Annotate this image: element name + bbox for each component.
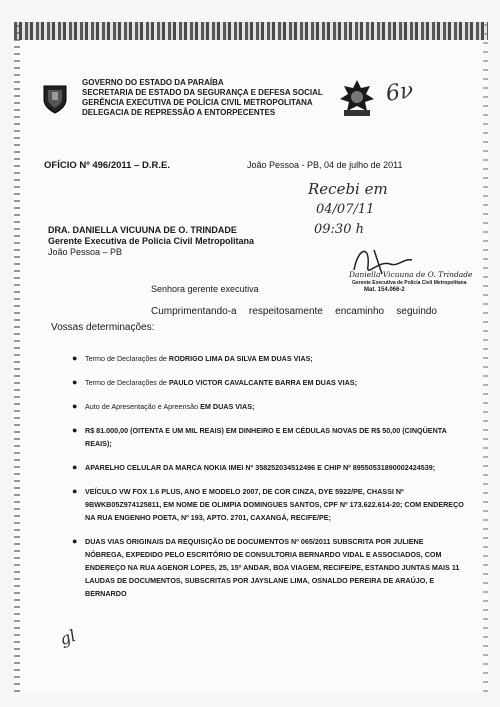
list-item (72, 535, 464, 600)
received-stamp-line: 04/07/11 (316, 202, 375, 217)
intro-paragraph (151, 306, 437, 317)
item-bold-text: EM DUAS VIAS; (200, 402, 255, 411)
intro-word: Cumprimentando-a (151, 306, 237, 317)
item-text: VEÍCULO VW FOX 1.6 PLUS, ANO E MODELO 2007, DE COR CINZA, DYE 5922/PE, CHASSI Nº 9BWKB05Z974125811, EM NOME DE OLIMPIA DOMINGUES SANTOS, CPF Nº 173.622.614-20; COM ENDEREÇO NA RUA ENGENHO POETA, Nº 193, APTO. 2701, CAXANGÁ, RECIFE/PE; (85, 487, 464, 522)
intro-word: seguindo (396, 306, 437, 317)
item-text: DUAS VIAS ORIGINAIS DA REQUISIÇÃO DE DOCUMENTOS Nº 065/2011 SUBSCRITA POR JULIENE NÓBREGA, EXPEDIDO PELO ESCRITÓRIO DE CONSULTORIA BERNARDO VIDAL E ASSOCIADOS, COM ENDEREÇO NA RUA AGENOR LOPES, 25, 15º ANDAR, BOA VIAGEM, RECIFE/PE, ESTANDO JUNTAS MAIS 11 LAUDAS DE DOCUMENTOS, SUBSCRITAS POR JAYSLANE LIMA, OSNALDO PEREIRA DE ARAÚJO, E BERNARDO (85, 537, 460, 598)
bullet-icon: ● (72, 401, 78, 411)
bullet-icon: ● (72, 486, 78, 496)
letterhead (82, 78, 323, 118)
letterhead-line: GOVERNO DO ESTADO DA PARAÍBA (82, 78, 224, 87)
item-text: Auto de Apresentação e Apreensão (85, 402, 201, 411)
item-bold-text: RODRIGO LIMA DA SILVA EM DUAS VIAS; (168, 354, 313, 363)
item-bold-text: PAULO VICTOR CAVALCANTE BARRA EM DUAS VIAS; (168, 378, 357, 387)
handwritten-corner-mark: 6ν (384, 78, 415, 107)
recipient-block (48, 225, 254, 258)
intro-word: encaminho (335, 306, 385, 317)
list-item (72, 461, 464, 474)
intro-continuation: Vossas determinações: (51, 322, 155, 333)
item-text: Termo de Declarações de (85, 378, 169, 387)
state-coat-of-arms-icon (42, 84, 68, 114)
letterhead-line: DELEGACIA DE REPRESSÃO A ENTORPECENTES (82, 108, 276, 117)
item-text: APARELHO CELULAR DA MARCA NOKIA IMEI Nº 358252034512496 E CHIP Nº 89550531890002424539; (85, 463, 436, 472)
signature-name: Daniella Vicuuna de O. Trindade (349, 270, 473, 279)
oficio-number: OFÍCIO Nº 496/2011 – D.R.E. (44, 160, 170, 171)
list-item (72, 352, 464, 365)
list-item (72, 400, 464, 413)
received-stamp-line: 09:30 h (314, 222, 364, 237)
received-stamp-line: Recebi em (308, 180, 388, 198)
item-text: Termo de Declarações de (85, 354, 169, 363)
margin-note: gl (57, 625, 79, 650)
date-line: João Pessoa - PB, 04 de julho de 2011 (247, 160, 403, 170)
recipient-name: DRA. DANIELLA VICUUNA DE O. TRINDADE (48, 225, 237, 235)
list-item (72, 424, 464, 450)
item-text: R$ 81.000,00 (OITENTA E UM MIL REAIS) EM DINHEIRO E EM CÉDULAS NOVAS DE R$ 50,00 (CINQÜENTA REAIS); (85, 426, 447, 448)
salutation: Senhora gerente executiva (151, 284, 259, 294)
signature-matricula: Mat. 154.066-2 (364, 287, 405, 293)
signature-role: Gerente Executiva de Polícia Civil Metropolitana (352, 280, 467, 286)
letter-page (14, 22, 488, 692)
scan-border-left (14, 22, 20, 692)
scan-border-top (14, 22, 488, 40)
intro-word: respeitosamente (248, 306, 323, 317)
police-emblem-icon (336, 78, 378, 118)
scan-border-right (483, 22, 488, 692)
recipient-city: João Pessoa – PB (48, 247, 123, 257)
bullet-icon: ● (72, 536, 78, 546)
bullet-icon: ● (72, 462, 78, 472)
bullet-icon: ● (72, 425, 78, 435)
bullet-icon: ● (72, 377, 78, 387)
recipient-role: Gerente Executiva de Polícia Civil Metropolitana (48, 236, 255, 246)
enclosure-list (72, 352, 464, 611)
letterhead-line: SECRETARIA DE ESTADO DA SEGURANÇA E DEFESA SOCIAL (82, 88, 323, 97)
list-item (72, 376, 464, 389)
bullet-icon: ● (72, 353, 78, 363)
letterhead-line: GERÊNCIA EXECUTIVA DE POLÍCIA CIVIL METROPOLITANA (82, 98, 313, 107)
list-item (72, 485, 464, 524)
